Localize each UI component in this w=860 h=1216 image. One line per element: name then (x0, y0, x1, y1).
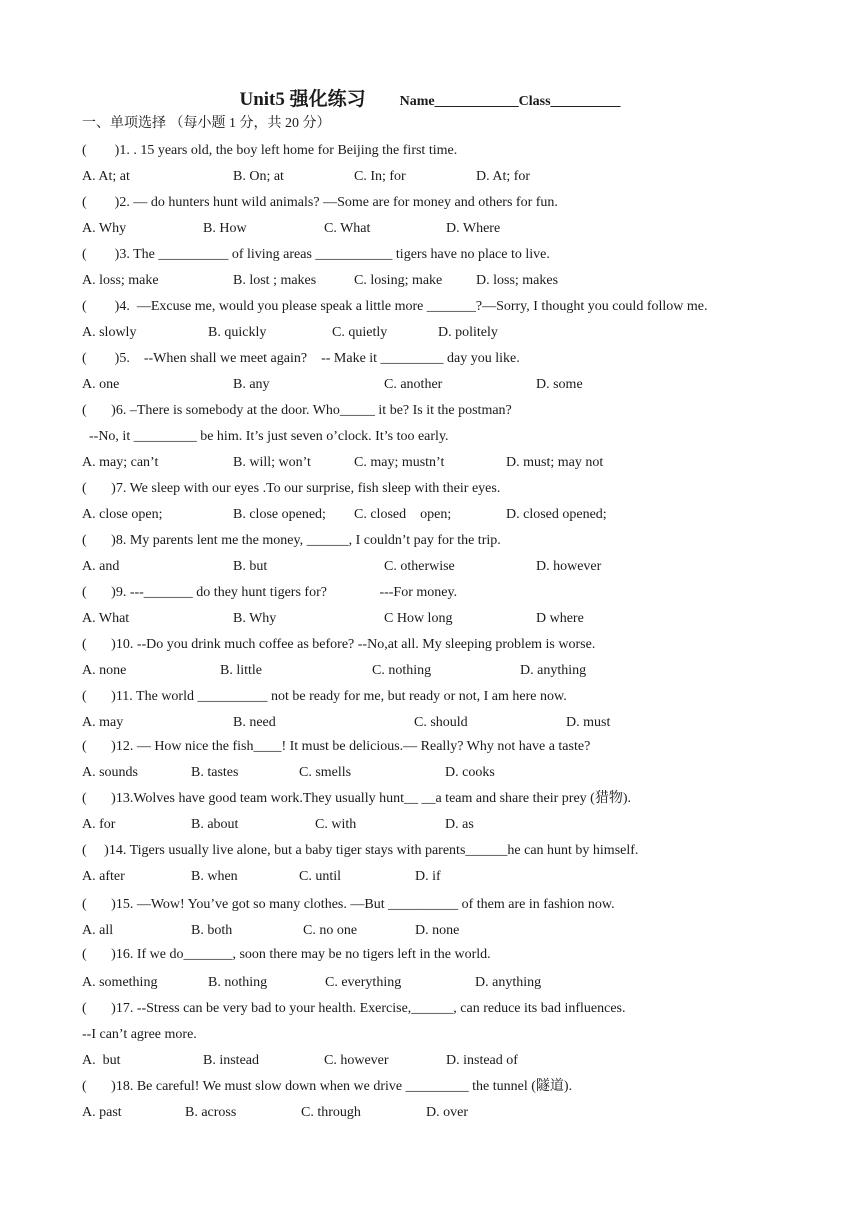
worksheet-header (0, 84, 860, 111)
question-5-option-a: A. one (82, 377, 120, 392)
question-15-option-b: B. both (191, 923, 233, 938)
question-14-stem: ( )14. Tigers usually live alone, but a baby tiger stays with parents______he can hunt by himself. (82, 843, 639, 858)
question-15-option-d: D. none (415, 923, 460, 938)
question-6-options (82, 454, 782, 472)
question-10-stem: ( )10. --Do you drink much coffee as before? --No,at all. My sleeping problem is worse. (82, 637, 596, 652)
question-13-option-d: D. as (445, 817, 474, 832)
question-16-stem: ( )16. If we do_______, soon there may be no tigers left in the world. (82, 947, 491, 962)
question-4-option-c: C. quietly (332, 325, 388, 340)
question-9-option-d: D where (536, 611, 584, 626)
question-7-stem: ( )7. We sleep with our eyes .To our surprise, fish sleep with their eyes. (82, 481, 501, 496)
question-5-options (82, 376, 782, 394)
question-11-stem: ( )11. The world __________ not be ready for me, but ready or not, I am here now. (82, 689, 567, 704)
question-15-option-a: A. all (82, 923, 114, 938)
question-10-option-a: A. none (82, 663, 127, 678)
question-17-stem: ( )17. --Stress can be very bad to your health. Exercise,______, can reduce its bad influences. (82, 1001, 626, 1016)
question-6-stem: ( )6. –There is somebody at the door. Who_____ it be? Is it the postman? (82, 403, 512, 418)
question-15-option-c: C. no one (303, 923, 358, 938)
question-9-option-c: C How long (384, 611, 453, 626)
question-4-option-a: A. slowly (82, 325, 137, 340)
question-3-option-d: D. loss; makes (476, 273, 559, 288)
question-1-option-c: C. In; for (354, 169, 406, 184)
question-13-stem: ( )13.Wolves have good team work.They usually hunt__ __a team and share their prey (猎物). (82, 791, 632, 806)
question-4-option-d: D. politely (438, 325, 498, 340)
question-3-stem: ( )3. The __________ of living areas ___________ tigers have no place to live. (82, 247, 550, 262)
question-9-stem: ( )9. ---_______ do they hunt tigers for? ---For money. (82, 585, 458, 600)
question-17-option-d: D. instead of (446, 1053, 518, 1068)
question-5-option-c: C. another (384, 377, 443, 392)
question-16-option-d: D. anything (475, 975, 542, 990)
question-10-option-b: B. little (220, 663, 262, 678)
question-5-option-d: D. some (536, 377, 583, 392)
question-1-option-a: A. At; at (82, 169, 130, 184)
question-12-stem: ( )12. — How nice the fish____! It must be delicious.— Really? Why not have a taste? (82, 739, 591, 754)
question-14-option-a: A. after (82, 869, 125, 884)
class-field: Class__________ (518, 94, 621, 109)
question-2-option-a: A. Why (82, 221, 127, 236)
question-14-option-d: D. if (415, 869, 441, 884)
question-8-option-a: A. and (82, 559, 120, 574)
question-8-option-c: C. otherwise (384, 559, 455, 574)
question-14-option-b: B. when (191, 869, 238, 884)
question-16-option-b: B. nothing (208, 975, 268, 990)
question-11-option-a: A. may (82, 715, 124, 730)
question-2-option-d: D. Where (446, 221, 501, 236)
question-12-option-a: A. sounds (82, 765, 139, 780)
question-1-option-d: D. At; for (476, 169, 531, 184)
question-18-option-d: D. over (426, 1105, 468, 1120)
question-14-options (82, 868, 782, 886)
question-3-option-b: B. lost ; makes (233, 273, 317, 288)
question-7-option-d: D. closed opened; (506, 507, 607, 522)
question-3-option-a: A. loss; make (82, 273, 159, 288)
question-4-options (82, 324, 782, 342)
question-11-option-b: B. need (233, 715, 276, 730)
question-10-option-d: D. anything (520, 663, 587, 678)
question-18-option-c: C. through (301, 1105, 361, 1120)
question-17-option-a: A. but (82, 1053, 121, 1068)
worksheet-title: Unit5 强化练习 (239, 89, 366, 110)
question-9-option-a: A. What (82, 611, 130, 626)
question-12-options (82, 764, 782, 782)
question-10-option-c: C. nothing (372, 663, 432, 678)
question-7-option-b: B. close opened; (233, 507, 326, 522)
question-2-option-b: B. How (203, 221, 247, 236)
question-7-option-a: A. close open; (82, 507, 163, 522)
question-17-option-b: B. instead (203, 1053, 259, 1068)
question-11-option-d: D. must (566, 715, 611, 730)
question-10-options (82, 662, 782, 680)
section-heading: 一、单项选择 （每小题 1 分，共 20 分） (82, 116, 331, 131)
question-7-options (82, 506, 782, 524)
question-13-option-a: A. for (82, 817, 116, 832)
question-6-stem-continued: --No, it _________ be him. It’s just seven o’clock. It’s too early. (82, 429, 449, 444)
question-11-options (82, 714, 782, 732)
question-13-option-c: C. with (315, 817, 357, 832)
question-9-options (82, 610, 782, 628)
question-8-option-b: B. but (233, 559, 268, 574)
question-6-option-b: B. will; won’t (233, 455, 311, 470)
question-1-option-b: B. On; at (233, 169, 284, 184)
question-9-option-b: B. Why (233, 611, 277, 626)
question-5-stem: ( )5. --When shall we meet again? -- Make it _________ day you like. (82, 351, 520, 366)
question-18-options (82, 1104, 782, 1122)
question-5-option-b: B. any (233, 377, 270, 392)
question-13-options (82, 816, 782, 834)
question-16-options (82, 974, 782, 992)
question-12-option-b: B. tastes (191, 765, 239, 780)
question-3-options (82, 272, 782, 290)
question-12-option-c: C. smells (299, 765, 352, 780)
question-15-options (82, 922, 782, 940)
question-8-stem: ( )8. My parents lent me the money, ______, I couldn’t pay for the trip. (82, 533, 501, 548)
question-11-option-c: C. should (414, 715, 468, 730)
question-17-stem-continued: --I can’t agree more. (82, 1027, 197, 1042)
question-7-option-c: C. closed open; (354, 507, 452, 522)
question-3-option-c: C. losing; make (354, 273, 443, 288)
question-6-option-c: C. may; mustn’t (354, 455, 445, 470)
question-6-option-a: A. may; can’t (82, 455, 159, 470)
question-1-options (82, 168, 782, 186)
question-16-option-a: A. something (82, 975, 158, 990)
question-18-option-a: A. past (82, 1105, 122, 1120)
question-15-stem: ( )15. —Wow! You’ve got so many clothes. —But __________ of them are in fashion now. (82, 897, 615, 912)
question-17-option-c: C. however (324, 1053, 389, 1068)
question-8-options (82, 558, 782, 576)
question-1-stem: ( )1. . 15 years old, the boy left home for Beijing the first time. (82, 143, 458, 158)
question-13-option-b: B. about (191, 817, 239, 832)
question-16-option-c: C. everything (325, 975, 402, 990)
question-8-option-d: D. however (536, 559, 602, 574)
name-field: Name____________ (399, 94, 519, 109)
question-2-stem: ( )2. — do hunters hunt wild animals? —Some are for money and others for fun. (82, 195, 558, 210)
question-6-option-d: D. must; may not (506, 455, 604, 470)
question-14-option-c: C. until (299, 869, 342, 884)
question-4-stem: ( )4. —Excuse me, would you please speak a little more _______?—Sorry, I thought you could follow me. (82, 299, 708, 314)
question-18-stem: ( )18. Be careful! We must slow down when we drive _________ the tunnel (隧道). (82, 1079, 573, 1094)
question-12-option-d: D. cooks (445, 765, 495, 780)
question-18-option-b: B. across (185, 1105, 237, 1120)
question-2-option-c: C. What (324, 221, 371, 236)
question-2-options (82, 220, 782, 238)
question-17-options (82, 1052, 782, 1070)
question-4-option-b: B. quickly (208, 325, 267, 340)
